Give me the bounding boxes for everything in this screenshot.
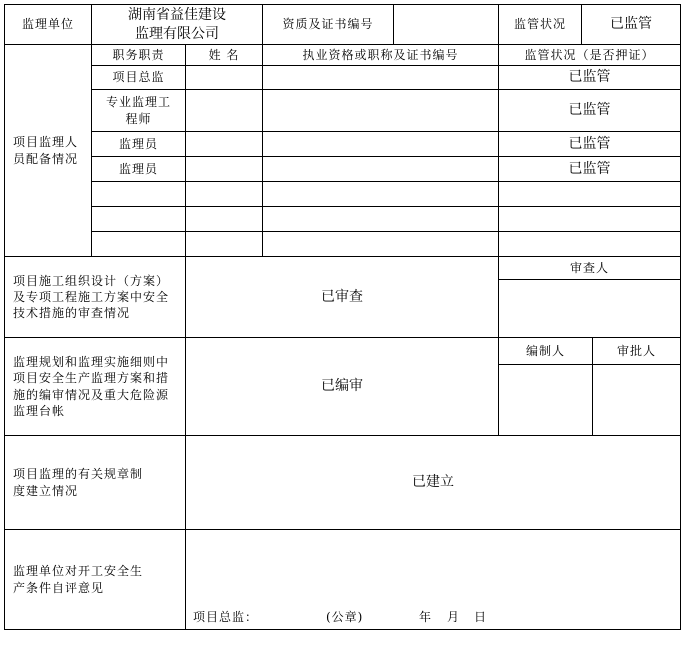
status-value: 已监管 xyxy=(581,4,681,45)
staff-name-cell xyxy=(185,231,263,257)
staff-status-cell: 已监管 xyxy=(498,131,681,157)
cert-label: 资质及证书编号 xyxy=(262,4,394,45)
cert-value xyxy=(393,4,499,45)
staff-role-cell xyxy=(91,231,186,257)
compiler-label: 编制人 xyxy=(498,337,593,365)
staff-status-cell: 已监管 xyxy=(498,65,681,90)
opinion-label: 监理单位对开工安全生产条件自评意见 xyxy=(4,529,186,630)
col-name-header: 姓 名 xyxy=(185,44,263,66)
rules-label: 项目监理的有关规章制度建立情况 xyxy=(4,435,186,530)
unit-label: 监理单位 xyxy=(4,4,92,45)
col-status-header: 监管状况（是否押证） xyxy=(498,44,681,66)
seal-label: (公章) xyxy=(326,610,364,624)
review-label: 项目施工组织设计（方案）及专项工程施工方案中安全技术措施的审查情况 xyxy=(4,256,186,338)
approver-label: 审批人 xyxy=(592,337,681,365)
staff-name-cell xyxy=(185,181,263,207)
staff-name-cell xyxy=(185,206,263,232)
staff-qual-cell xyxy=(262,181,499,207)
staff-role-cell: 项目总监 xyxy=(91,65,186,90)
staff-qual-cell xyxy=(262,131,499,157)
chief-supervisor-label: 项目总监： xyxy=(193,610,259,624)
staff-role-cell: 专业监理工程师 xyxy=(91,89,186,132)
day-label: 日 xyxy=(474,610,488,624)
staff-status-cell xyxy=(498,231,681,257)
compiler-value xyxy=(498,364,593,436)
opinion-value-box xyxy=(185,529,681,630)
col-role-header: 职务职责 xyxy=(91,44,186,66)
planning-label: 监理规划和监理实施细则中项目安全生产监理方案和措施的编审情况及重大危险源监理台帐 xyxy=(4,337,186,436)
rules-value: 已建立 xyxy=(185,435,681,530)
staff-qual-cell xyxy=(262,156,499,182)
reviewer-label: 审查人 xyxy=(498,256,681,280)
col-qual-header: 执业资格或职称及证书编号 xyxy=(262,44,499,66)
staff-role-cell: 监理员 xyxy=(91,131,186,157)
reviewer-value xyxy=(498,279,681,338)
staff-role-cell xyxy=(91,181,186,207)
staff-name-cell xyxy=(185,131,263,157)
staffing-section-label: 项目监理人员配备情况 xyxy=(4,44,92,257)
staff-status-cell: 已监管 xyxy=(498,89,681,132)
staff-status-cell xyxy=(498,206,681,232)
review-value: 已审查 xyxy=(185,256,499,338)
staff-status-cell: 已监管 xyxy=(498,156,681,182)
staff-qual-cell xyxy=(262,206,499,232)
staff-role-cell xyxy=(91,206,186,232)
staff-role-cell: 监理员 xyxy=(91,156,186,182)
month-label: 月 xyxy=(447,610,461,624)
staff-qual-cell xyxy=(262,65,499,90)
staff-qual-cell xyxy=(262,231,499,257)
approver-value xyxy=(592,364,681,436)
status-label: 监管状况 xyxy=(498,4,582,45)
planning-value: 已编审 xyxy=(185,337,499,436)
unit-name: 湖南省益佳建设监理有限公司 xyxy=(91,4,263,45)
staff-qual-cell xyxy=(262,89,499,132)
year-label: 年 xyxy=(419,610,433,624)
staff-name-cell xyxy=(185,65,263,90)
staff-name-cell xyxy=(185,156,263,182)
staff-name-cell xyxy=(185,89,263,132)
staff-status-cell xyxy=(498,181,681,207)
